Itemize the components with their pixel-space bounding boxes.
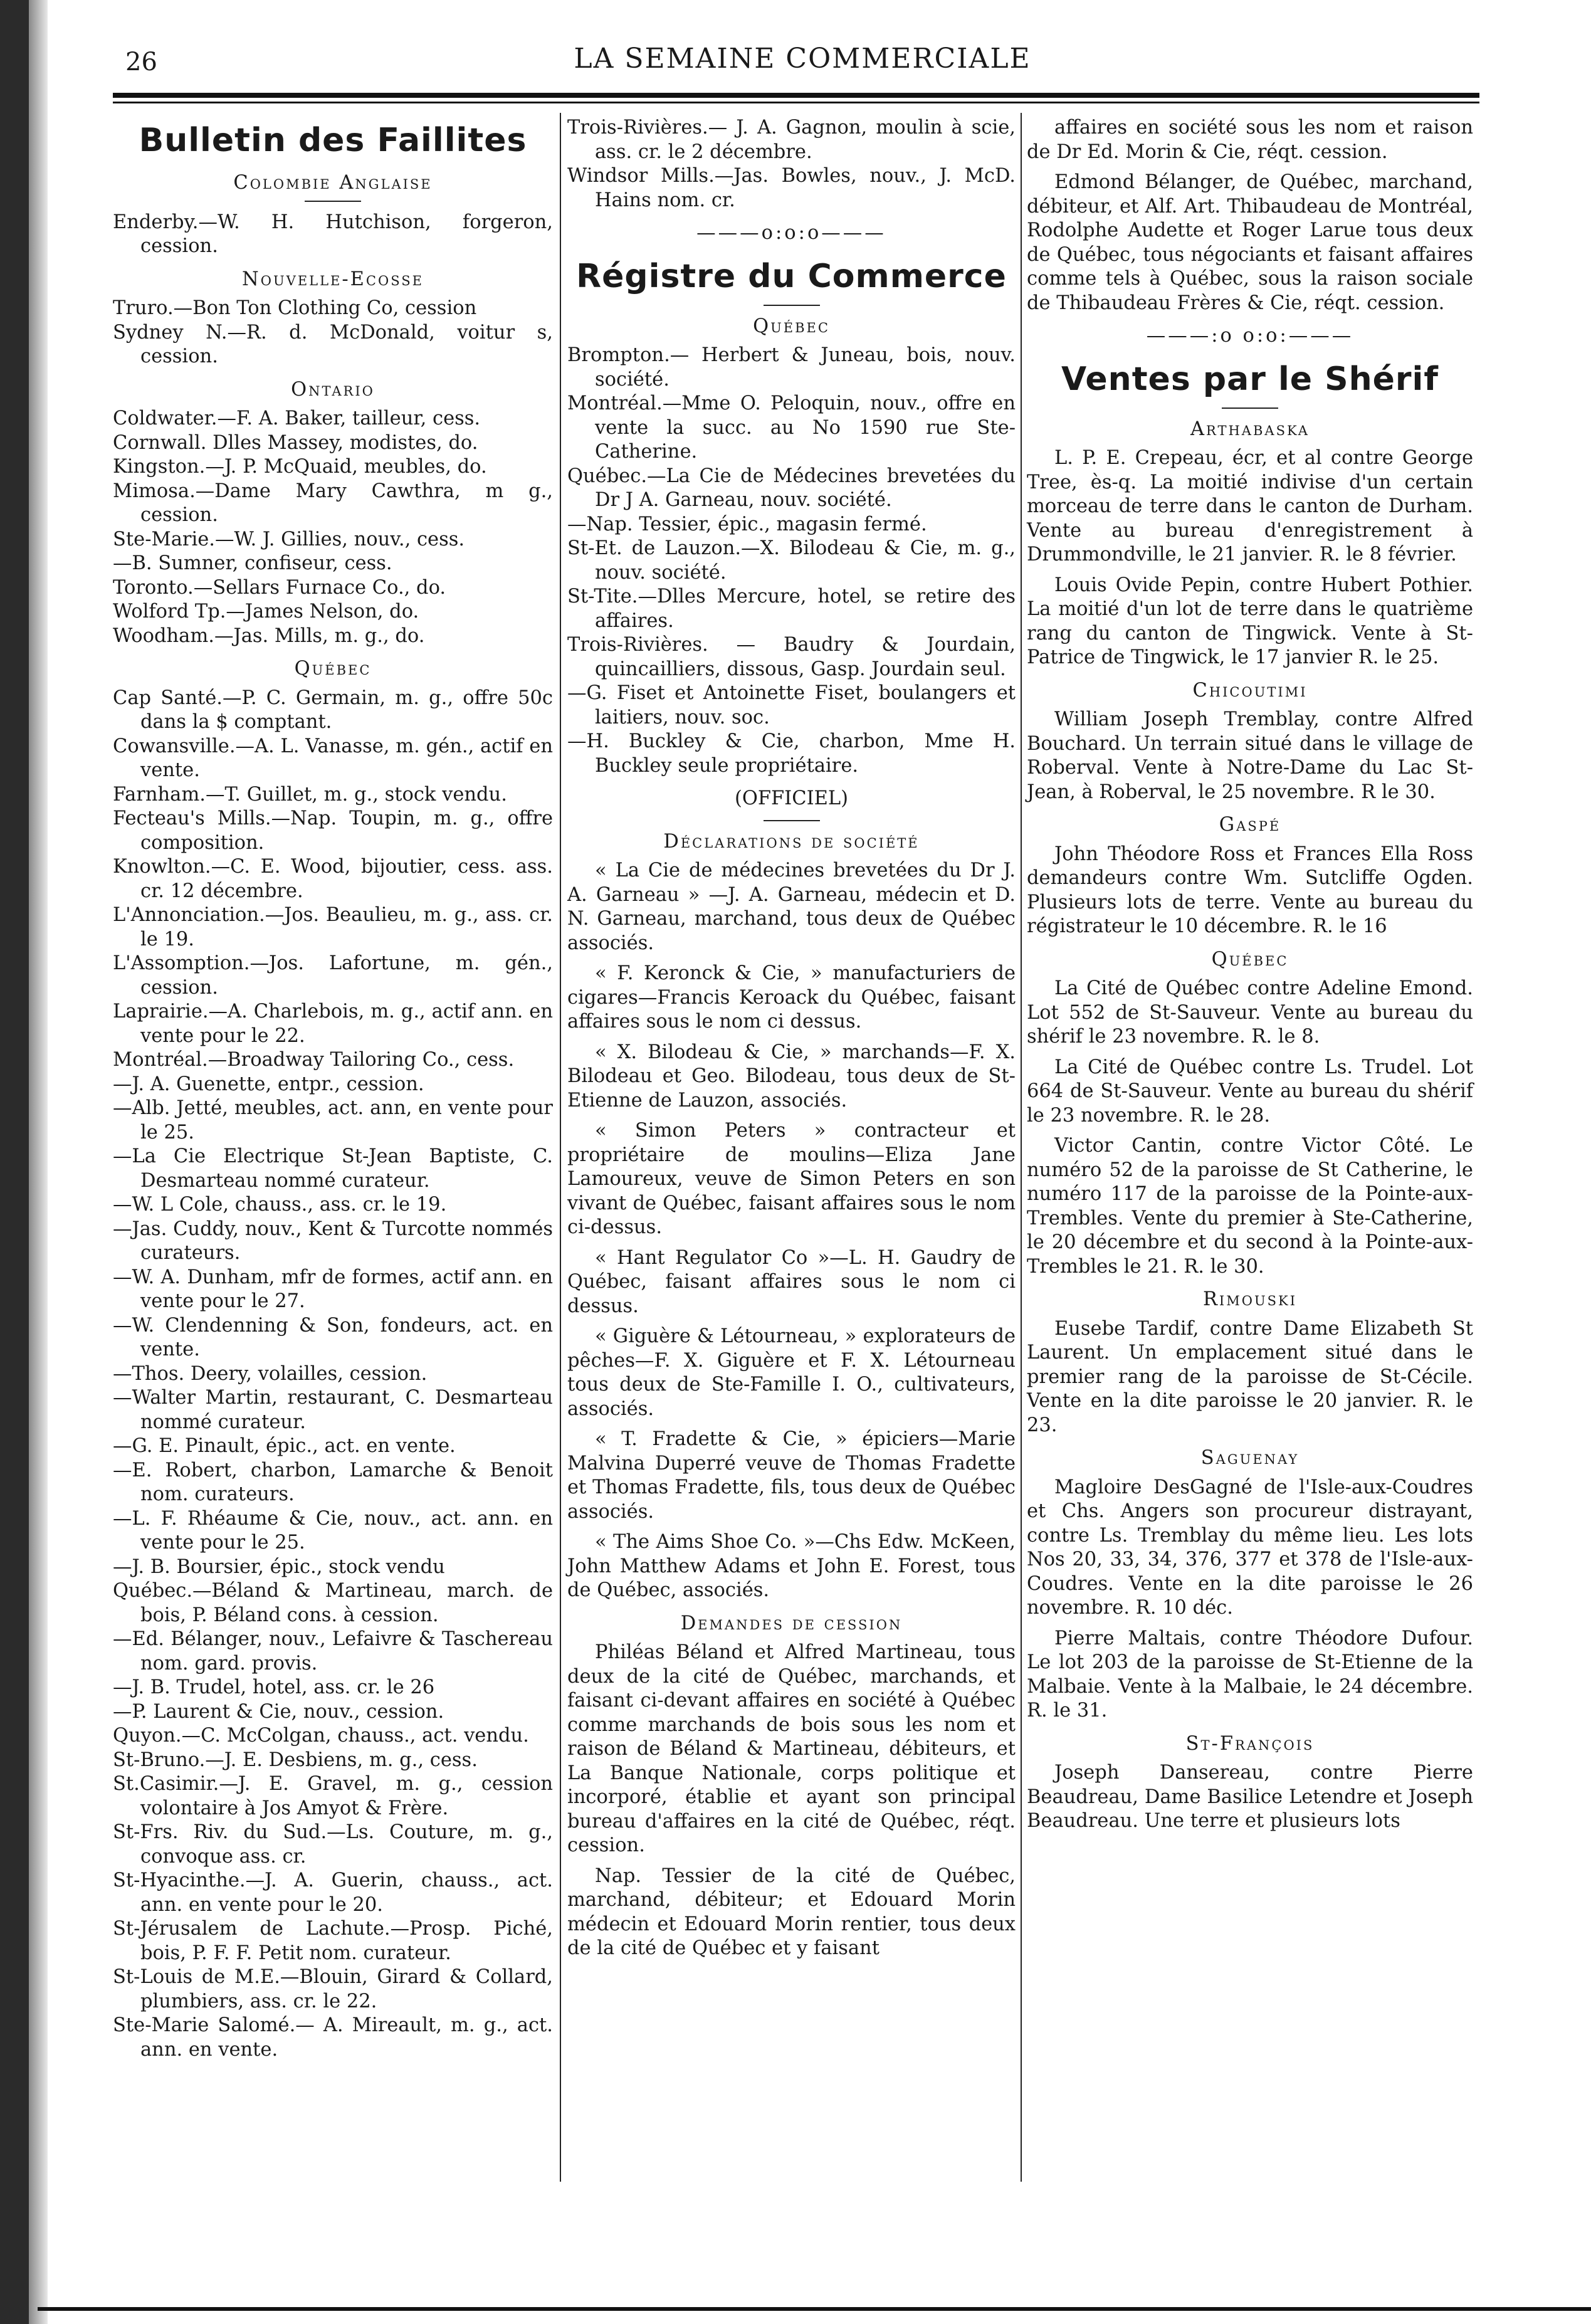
declarations-list — [567, 859, 1016, 1603]
faillite-entry: —J. A. Guenette, entpr., cession. — [113, 1073, 424, 1095]
registre-entry: St-Tite.—Dlles Mercure, hotel, se retire des affaires. — [567, 586, 1016, 632]
short-rule — [305, 201, 361, 202]
faillite-entry: —P. Laurent & Cie, nouv., cession. — [113, 1700, 444, 1723]
registre-entry: Brompton.— Herbert & Juneau, bois, nouv. société. — [567, 344, 1016, 391]
sherif-sale-paragraph: La Cité de Québec contre Adeline Emond. Lot 552 de St-Sauveur. Vente au bureau du shérif le 23 novembre. R. le 8. — [1027, 977, 1473, 1048]
faillite-entry: —W. Clendenning & Son, fondeurs, act. en vente. — [113, 1314, 553, 1360]
faillite-entry: —Walter Martin, restaurant, C. Desmarteau nommé curateur. — [113, 1387, 553, 1433]
section-heading: Québec — [753, 315, 830, 337]
short-rule — [764, 820, 820, 821]
section-heading: Demandes de cession — [680, 1612, 903, 1634]
col3-top-paras — [1027, 116, 1473, 315]
section-heading: Ontario — [291, 378, 375, 401]
section-heading: Chicoutimi — [1192, 679, 1308, 702]
column-ventes-sherif — [1027, 116, 1473, 1840]
masthead-title: LA SEMAINE COMMERCIALE — [574, 43, 1031, 75]
faillite-entry: —L. F. Rhéaume & Cie, nouv., act. ann. en vente pour le 25. — [113, 1507, 553, 1554]
section-heading: Rimouski — [1202, 1288, 1298, 1310]
section-heading: Nouvelle-Ecosse — [242, 268, 424, 290]
page-header — [125, 43, 1479, 87]
faillite-entry: St-Hyacinthe.—J. A. Guerin, chauss., act. ann. en vente pour le 20. — [113, 1869, 553, 1916]
bulletin-sections — [113, 171, 553, 2062]
faillite-entry: —Ed. Bélanger, nouv., Lefaivre & Taschereau nom. gard. provis. — [113, 1628, 553, 1675]
faillite-entry: Sydney N.—R. d. McDonald, voitur s, cession. — [113, 321, 553, 367]
column-divider-2 — [1021, 113, 1022, 2182]
registre-entry: St-Et. de Lauzon.—X. Bilodeau & Cie, m. g., nouv. société. — [567, 537, 1016, 584]
col2-top-entries — [567, 116, 1016, 213]
faillite-entry: Woodham.—Jas. Mills, m. g., do. — [113, 624, 425, 647]
header-rule-thin — [113, 102, 1479, 103]
registre-entry: Québec.—La Cie de Médecines brevetées du Dr J A. Garneau, nouv. société. — [567, 465, 1016, 511]
registre-entry: —Nap. Tessier, épic., magasin fermé. — [567, 513, 927, 535]
short-rule — [764, 305, 820, 306]
page-binding-edge — [0, 0, 29, 2324]
officiel-label: (OFFICIEL) — [734, 787, 849, 809]
header-rule — [113, 93, 1479, 98]
bulletin-title: Bulletin des Faillites — [139, 122, 527, 159]
sherif-sale-paragraph: John Théodore Ross et Frances Ella Ross demandeurs contre Wm. Sutcliffe Ogden. Plusieurs lots de terre. Vente au bureau du régistrateur le 10 décembre. R. le 16 — [1027, 843, 1473, 937]
registre-entry: Trois-Rivières. — Baudry & Jourdain, quincailliers, dissous, Gasp. Jourdain seul. — [567, 634, 1016, 680]
faillite-entry: Trois-Rivières.— J. A. Gagnon, moulin à scie, ass. cr. le 2 décembre. — [567, 117, 1016, 163]
sherif-sale-paragraph: Eusebe Tardif, contre Dame Elizabeth St Laurent. Un emplacement situé dans le premier rang de la paroisse de St-Cécile. Vente en la dite paroisse le 20 janvier. R. le 23. — [1027, 1317, 1473, 1436]
sherif-title: Ventes par le Shérif — [1061, 360, 1439, 398]
declaration-paragraph: « Hant Regulator Co »—L. H. Gaudry de Québec, faisant affaires sous le nom ci dessus. — [567, 1246, 1016, 1317]
faillite-entry: Windsor Mills.—Jas. Bowles, nouv., J. McD. Hains nom. cr. — [567, 165, 1016, 211]
faillite-entry: Truro.—Bon Ton Clothing Co, cession — [113, 297, 477, 319]
faillite-entry: —Jas. Cuddy, nouv., Kent & Turcotte nommés curateurs. — [113, 1217, 553, 1264]
faillite-entry: Mimosa.—Dame Mary Cawthra, m g., cession. — [113, 480, 553, 526]
registre-entry: Montréal.—Mme O. Peloquin, nouv., offre en vente la succ. au No 1590 rue Ste-Catherine. — [567, 392, 1016, 463]
faillite-entry: —J. B. Boursier, épic., stock vendu — [113, 1555, 445, 1578]
sherif-sale-paragraph: L. P. E. Crepeau, écr, et al contre George Tree, ès-q. La moitié indivise d'un certain morceau de terre dans le canton de Durham. Vente au bureau d'enregistrement à Drummondville, le 21 janvier. R. le 8 février. — [1027, 447, 1473, 565]
faillite-entry: —B. Sumner, confiseur, cess. — [113, 552, 392, 574]
page-number: 26 — [125, 48, 157, 76]
declaration-paragraph: « X. Bilodeau & Cie, » marchands—F. X. Bilodeau et Geo. Bilodeau, tous deux de St-Etienne de Lauzon, associés. — [567, 1041, 1016, 1112]
short-rule — [1222, 407, 1278, 409]
declaration-paragraph: « F. Keronck & Cie, » manufacturiers de cigares—Francis Keroack du Québec, faisant affaires sous le nom ci dessus. — [567, 962, 1016, 1033]
faillite-entry: Montréal.—Broadway Tailoring Co., cess. — [113, 1049, 515, 1071]
declaration-paragraph: « T. Fradette & Cie, » épiciers—Marie Malvina Duperré veuve de Thomas Fradette et Thomas Fradette, fils, tous deux de Québec associés. — [567, 1428, 1016, 1523]
faillite-entry: Farnham.—T. Guillet, m. g., stock vendu. — [113, 783, 507, 806]
faillite-entry: Knowlton.—C. E. Wood, bijoutier, cess. ass. cr. 12 décembre. — [113, 856, 553, 902]
section-heading: Québec — [294, 658, 372, 680]
sherif-sale-paragraph: Joseph Dansereau, contre Pierre Beaudreau, Dame Basilice Letendre et Joseph Beaudreau. Une terre et plusieurs lots — [1027, 1762, 1473, 1832]
faillite-entry: —E. Robert, charbon, Lamarche & Benoit nom. curateurs. — [113, 1459, 553, 1505]
declaration-paragraph: « La Cie de médecines brevetées du Dr J. A. Garneau » —J. A. Garneau, médecin et D. N. Garneau, marchand, tous deux de Québec associés. — [567, 860, 1016, 954]
faillite-entry: Coldwater.—F. A. Baker, tailleur, cess. — [113, 407, 481, 429]
faillite-entry: Wolford Tp.—James Nelson, do. — [113, 601, 419, 623]
faillite-entry: —W. A. Dunham, mfr de formes, actif ann. en vente pour le 27. — [113, 1266, 553, 1312]
faillite-entry: Ste-Marie.—W. J. Gillies, nouv., cess. — [113, 528, 465, 550]
faillite-entry: St-Bruno.—J. E. Desbiens, m. g., cess. — [113, 1748, 478, 1771]
faillite-entry: Québec.—Béland & Martineau, march. de bois, P. Béland cons. à cession. — [113, 1580, 553, 1626]
sherif-sale-paragraph: William Joseph Tremblay, contre Alfred Bouchard. Un terrain situé dans le village de Roberval. Vente à Notre-Dame du Lac St-Jean, à Roberval, le 25 novembre. R le 30. — [1027, 708, 1473, 803]
faillite-entry: —G. E. Pinault, épic., act. en vente. — [113, 1435, 456, 1457]
faillite-entry: St.Casimir.—J. E. Gravel, m. g., cession volontaire à Jos Amyot & Frère. — [113, 1773, 553, 1819]
column-bulletin-faillites — [113, 116, 553, 2062]
sherif-sale-paragraph: Magloire DesGagné de l'Isle-aux-Coudres et Chs. Angers son procureur distrayant, contre Ls. Tremblay du même lieu. Les lots Nos 20, 33, 34, 376, 377 et 378 de l'Isle-aux-Coudres. Vente en la dite paroisse le 26 novembre. R. 10 déc. — [1027, 1476, 1473, 1619]
section-heading: Québec — [1211, 948, 1289, 970]
sherif-sale-paragraph: Pierre Maltais, contre Théodore Dufour. Le lot 203 de la paroisse de St-Etienne de la Malbaie. Vente à la Malbaie, le 24 décembre. R. le 31. — [1027, 1627, 1473, 1722]
sherif-sale-paragraph: La Cité de Québec contre Ls. Trudel. Lot 664 de St-Sauveur. Vente au bureau du shérif le 23 novembre. R. le 28. — [1027, 1056, 1473, 1127]
faillite-entry: Toronto.—Sellars Furnace Co., do. — [113, 576, 446, 599]
faillite-entry: St-Frs. Riv. du Sud.—Ls. Couture, m. g., convoque ass. cr. — [113, 1821, 553, 1868]
cession-list — [567, 1641, 1016, 1961]
faillite-entry: —Thos. Deery, volailles, cession. — [113, 1362, 428, 1385]
sherif-sale-paragraph: Louis Ovide Pepin, contre Hubert Pothier. La moitié d'un lot de terre dans le quatrième rang du canton de Tingwick. Vente à St-Patrice de Tingwick, le 17 janvier R. le 25. — [1027, 574, 1473, 668]
sherif-sale-paragraph: Victor Cantin, contre Victor Côté. Le numéro 52 de la paroisse de St Catherine, le numéro 117 de la paroisse de la Pointe-aux-Trembles. Vente du premier à Ste-Catherine, le 20 décembre et du second à la Pointe-aux-Trembles le 21. R. le 30. — [1027, 1135, 1473, 1278]
column-divider-1 — [560, 113, 561, 2182]
section-heading: Gaspé — [1219, 814, 1281, 836]
section-heading: Arthabaska — [1190, 418, 1310, 440]
declaration-paragraph: « The Aims Shoe Co. »—Chs Edw. McKeen, John Matthew Adams et John E. Forest, tous de Québec, associés. — [567, 1531, 1016, 1601]
faillite-entry: Laprairie.—A. Charlebois, m. g., actif ann. en vente pour le 22. — [113, 1001, 553, 1047]
faillite-entry: —Alb. Jetté, meubles, act. ann, en vente pour le 25. — [113, 1097, 553, 1144]
separator-ornament: ———:o o:o:——— — [1146, 325, 1354, 347]
binding-shadow — [29, 0, 48, 2324]
faillite-entry: St-Jérusalem de Lachute.—Prosp. Piché, bois, P. F. F. Petit nom. curateur. — [113, 1918, 553, 1964]
declaration-paragraph: « Simon Peters » contracteur et propriétaire de moulins—Eliza Jane Lamoureux, veuve de Simon Peters en son vivant de Québec, faisant affaires sous le nom ci-dessus. — [567, 1120, 1016, 1238]
registre-entry: —G. Fiset et Antoinette Fiset, boulangers et laitiers, nouv. soc. — [567, 682, 1016, 728]
faillite-entry: Ste-Marie Salomé.— A. Mireault, m. g., act. ann. en vente. — [113, 2014, 553, 2061]
faillite-entry: Cornwall. Dlles Massey, modistes, do. — [113, 431, 478, 454]
faillite-entry: Kingston.—J. P. McQuaid, meubles, do. — [113, 456, 487, 478]
faillite-entry: —La Cie Electrique St-Jean Baptiste, C. Desmarteau nommé curateur. — [113, 1145, 553, 1192]
registre-entry: —H. Buckley & Cie, charbon, Mme H. Buckley seule propriétaire. — [567, 730, 1016, 777]
section-heading: Colombie Anglaise — [233, 172, 433, 194]
faillite-entry: Fecteau's Mills.—Nap. Toupin, m. g., offre composition. — [113, 807, 553, 854]
column-registre — [567, 116, 1016, 1967]
separator-ornament: ———o:o:o——— — [696, 222, 886, 244]
cession-paragraph: Philéas Béland et Alfred Martineau, tous deux de la cité de Québec, marchands, et faisant ci-devant affaires en société à Québec comme marchands de bois sous les nom et raison de Béland & Martineau, débiteurs, et La Banque Nationale, corps politique et incorporé, établie et ayant son principal bureau d'affaires en la cité de Québec, réqt. cession. — [567, 1641, 1016, 1856]
declaration-paragraph: « Giguère & Létourneau, » explorateurs de pêches—F. X. Giguère et F. X. Létourneau tous deux de Ste-Famille I. O., cultivateurs, associés. — [567, 1325, 1016, 1420]
section-heading: Déclarations de société — [663, 830, 920, 853]
faillite-entry: Quyon.—C. McColgan, chauss., act. vendu. — [113, 1725, 529, 1747]
section-heading: St-François — [1185, 1732, 1315, 1755]
faillite-entry: —W. L Cole, chauss., ass. cr. le 19. — [113, 1194, 447, 1216]
faillite-entry: —J. B. Trudel, hotel, ass. cr. le 26 — [113, 1676, 435, 1698]
faillite-entry: L'Assomption.—Jos. Lafortune, m. gén., cession. — [113, 952, 553, 999]
cession-paragraph: affaires en société sous les nom et raison de Dr Ed. Morin & Cie, réqt. cession. — [1027, 117, 1473, 163]
bottom-rule — [38, 2307, 1591, 2311]
registre-title: Régistre du Commerce — [576, 257, 1007, 295]
cession-paragraph: Edmond Bélanger, de Québec, marchand, débiteur, et Alf. Art. Thibaudeau de Montréal, Rodolphe Audette et Roger Larue tous deux de Québec, tous négociants et faisant affaires comme tels à Québec, sous la raison sociale de Thibaudeau Frères & Cie, réqt. cession. — [1027, 171, 1473, 314]
faillite-entry: L'Annonciation.—Jos. Beaulieu, m. g., ass. cr. le 19. — [113, 904, 553, 950]
section-heading: Saguenay — [1200, 1447, 1300, 1469]
registre-entries — [567, 344, 1016, 778]
faillite-entry: Cap Santé.—P. C. Germain, m. g., offre 50c dans la $ comptant. — [113, 686, 553, 733]
faillite-entry: Enderby.—W. H. Hutchison, forgeron, cession. — [113, 211, 553, 257]
faillite-entry: Cowansville.—A. L. Vanasse, m. gén., actif en vente. — [113, 735, 553, 781]
sherif-sections — [1027, 418, 1473, 1834]
cession-paragraph: Nap. Tessier de la cité de Québec, marchand, débiteur; et Edouard Morin médecin et Edouard Morin rentier, tous deux de la cité de Québec et y faisant — [567, 1864, 1016, 1959]
faillite-entry: St-Louis de M.E.—Blouin, Girard & Collard, plumbiers, ass. cr. le 22. — [113, 1966, 553, 2012]
